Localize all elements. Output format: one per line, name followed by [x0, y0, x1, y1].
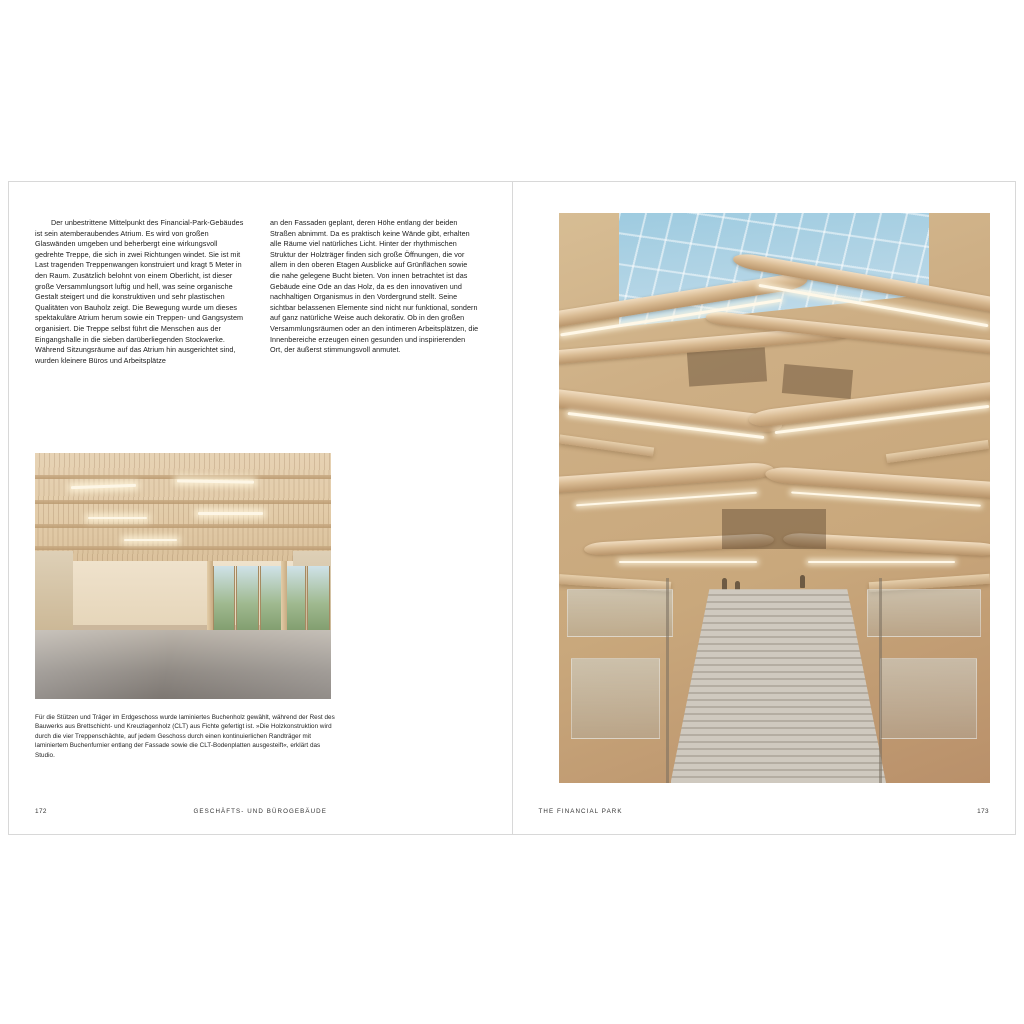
- linear-light: [619, 561, 757, 563]
- window-pane: [260, 566, 283, 635]
- ceiling-light: [198, 512, 263, 515]
- text-column-2: [270, 218, 479, 366]
- ceiling-opening: [781, 364, 852, 398]
- figure-person: [722, 578, 727, 591]
- left-page: [9, 182, 513, 834]
- paragraph: an den Fassaden geplant, deren Höhe entlang der beiden Straßen abnimmt. Da es praktisch keine Wände gibt, erhalten alle Räume viel natürliches Licht. Hinter der rhythmischen Struktur der Holzträger finden sich große Öffnungen, die vor allem in den oberen Etagen Ausblicke auf Grünflächen sowie die nahe gelegene Bucht bieten. Von innen betrachtet ist das Gebäude eine Ode an das Holz, da es den innovativen und nachhaltigen Organismus in den Vordergrund stellt. Seine sichtbar belassenen Elemente sind nicht nur funktional, sondern auf ganz natürliche Weise auch dekorativ. Ob in den großen Versammlungsräumen oder an den intimeren Arbeitsplätzen, die Innenbereiche erzeugen einen gesunden und inspirierenden Ort, der äußerst stimmungsvoll anmutet.: [270, 218, 479, 355]
- glass-balustrade: [567, 589, 672, 637]
- timber-column: [207, 561, 213, 635]
- linear-light: [808, 561, 955, 563]
- page-number-left: 172: [35, 808, 47, 815]
- glass-balustrade: [867, 589, 981, 637]
- stair-handrail: [666, 578, 669, 783]
- running-head-left: GESCHÄFTS- UND BÜROGEBÄUDE: [193, 808, 327, 815]
- ceiling-beam: [35, 546, 331, 550]
- caption-text: Für die Stützen und Träger im Erdgeschoss wurde laminiertes Buchenholz gewählt, während der Rest des Bauwerks aus Brettschicht- und Kreuzlagenholz (CLT) aus Fichte gefertigt ist. »Die Holzkonstruktion wird durch die vier Treppenschächte, auf jedem Geschoss durch einen kontinuierlichen Randträger mit laminiertem Buchenfurnier entlang der Fassade sowie die CLT-Bodenplatten ausgesteift«, erklärt das Studio.: [35, 714, 335, 759]
- book-spread: [8, 181, 1016, 835]
- window-pane: [307, 566, 330, 635]
- side-wall-left: [35, 551, 73, 635]
- paragraph: Der unbestrittene Mittelpunkt des Financial-Park-Gebäudes ist sein atemberaubendes Atrium. Es wird von großen Glaswänden umgeben und beherbergt eine wirkungsvoll gedrehte Treppe, die sich in zwei Richtungen windet. Sie ist mit Last tragenden Treppenwangen konstruiert und kragt 5 Meter in den Raum. Zusätzlich belohnt von einem Oberlicht, ist dieser große Versammlungsort luftig und hell, was seine organische Gestalt steigert und die konstruktiven und sehr plastischen Qualitäten von Bauholz zeigt. Die Bewegung wurde um dieses spektakuläre Atrium herum sowie ein Treppen- und Gangsystem organisiert. Die Treppe selbst führt die Menschen aus der Eingangshalle in die sieben darüberliegenden Stockwerke. Während Sitzungsräume auf das Atrium hin ausgerichtet sind, wurden kleinere Büros und Arbeitsplätze: [35, 218, 244, 365]
- window-pane: [213, 566, 236, 635]
- ceiling-opening: [687, 347, 767, 387]
- atrium-staircase-photo: [559, 213, 990, 783]
- erdgeschoss-interior-photo: [35, 453, 331, 699]
- page-number-right: 173: [977, 808, 989, 815]
- window-pane: [236, 566, 259, 635]
- glass-balustrade: [571, 658, 659, 740]
- body-text: [35, 218, 479, 366]
- stair-handrail: [879, 578, 882, 783]
- right-page: [513, 182, 1016, 834]
- photo-illustration: [559, 213, 990, 783]
- figure-person: [800, 575, 805, 588]
- figure-caption: [35, 713, 335, 760]
- ceiling-light: [124, 539, 177, 541]
- window-pane: [284, 566, 307, 635]
- ceiling-beam: [35, 500, 331, 504]
- photo-illustration: [35, 453, 331, 699]
- ceiling-beam: [35, 524, 331, 528]
- glass-balustrade: [880, 658, 977, 740]
- running-head-right: THE FINANCIAL PARK: [538, 808, 623, 815]
- floor-surface: [35, 630, 331, 699]
- atrium-void: [722, 509, 825, 549]
- timber-column: [281, 561, 287, 635]
- text-column-1: [35, 218, 244, 366]
